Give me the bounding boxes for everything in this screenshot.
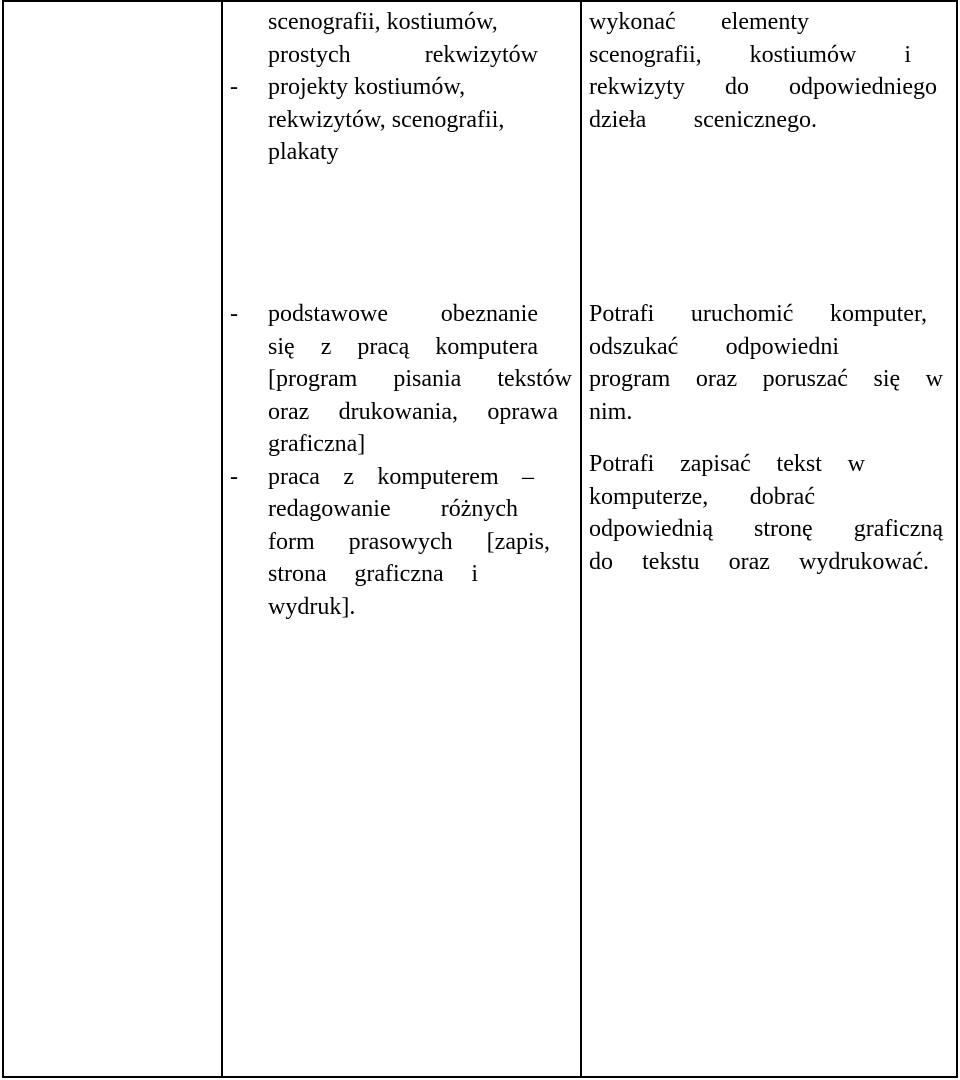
- text-line: odpowiednią stronę graficzną: [589, 516, 943, 542]
- row2-middle-cell: [230, 298, 576, 623]
- text-line: strona graficzna i: [268, 561, 478, 587]
- text-line: dzieła scenicznego.: [589, 106, 817, 133]
- text-line: się z pracą komputera: [268, 333, 538, 360]
- text-line: rekwizytów, scenografii,: [268, 106, 505, 133]
- row2-right-cell: [589, 298, 949, 578]
- text-line: do tekstu oraz wydrukować.: [589, 548, 929, 575]
- text-line: prostych rekwizytów: [268, 41, 538, 68]
- text-line: praca z komputerem –: [268, 463, 534, 490]
- text-line: projekty kostiumów,: [268, 74, 466, 100]
- list-item: [230, 71, 576, 169]
- text-line: Potrafi uruchomić komputer,: [589, 301, 927, 327]
- text-line: komputerze, dobrać: [589, 483, 815, 510]
- table-border-top: [2, 0, 958, 2]
- text-line: oraz drukowania, oprawa: [268, 398, 558, 425]
- text-line: form prasowych [zapis,: [268, 528, 550, 555]
- table-column-divider-1: [221, 0, 223, 1078]
- text-line: redagowanie różnych: [268, 496, 518, 522]
- text-line: scenografii, kostiumów,: [268, 9, 498, 35]
- text-line: odszukać odpowiedni: [589, 333, 839, 360]
- text-line: [program pisania tekstów: [268, 366, 572, 392]
- row1-middle-continuation: [230, 6, 576, 71]
- text-line: nim.: [589, 398, 633, 425]
- list-bullet: -: [230, 301, 238, 327]
- list-bullet: -: [230, 463, 238, 490]
- table-border-right: [956, 0, 958, 1078]
- text-line: plakaty: [268, 139, 339, 165]
- paragraph: [589, 448, 949, 578]
- list-item: [230, 298, 576, 461]
- paragraph: [589, 298, 949, 428]
- row1-middle-cell: [230, 6, 576, 169]
- text-line: rekwizyty do odpowiedniego: [589, 74, 937, 100]
- row1-right-cell: [589, 6, 949, 136]
- text-line: program oraz poruszać się w: [589, 366, 943, 392]
- text-line: Potrafi zapisać tekst w: [589, 451, 865, 477]
- table-column-divider-2: [580, 0, 582, 1078]
- text-line: graficzna]: [268, 431, 366, 457]
- text-line: wykonać elementy: [589, 9, 809, 35]
- text-line: podstawowe obeznanie: [268, 301, 538, 327]
- text-line: scenografii, kostiumów i: [589, 41, 911, 68]
- table-border-left: [2, 0, 4, 1078]
- text-line: wydruk].: [268, 593, 356, 620]
- table-border-bottom: [2, 1076, 958, 1078]
- list-item: [230, 461, 576, 624]
- list-bullet: -: [230, 74, 238, 100]
